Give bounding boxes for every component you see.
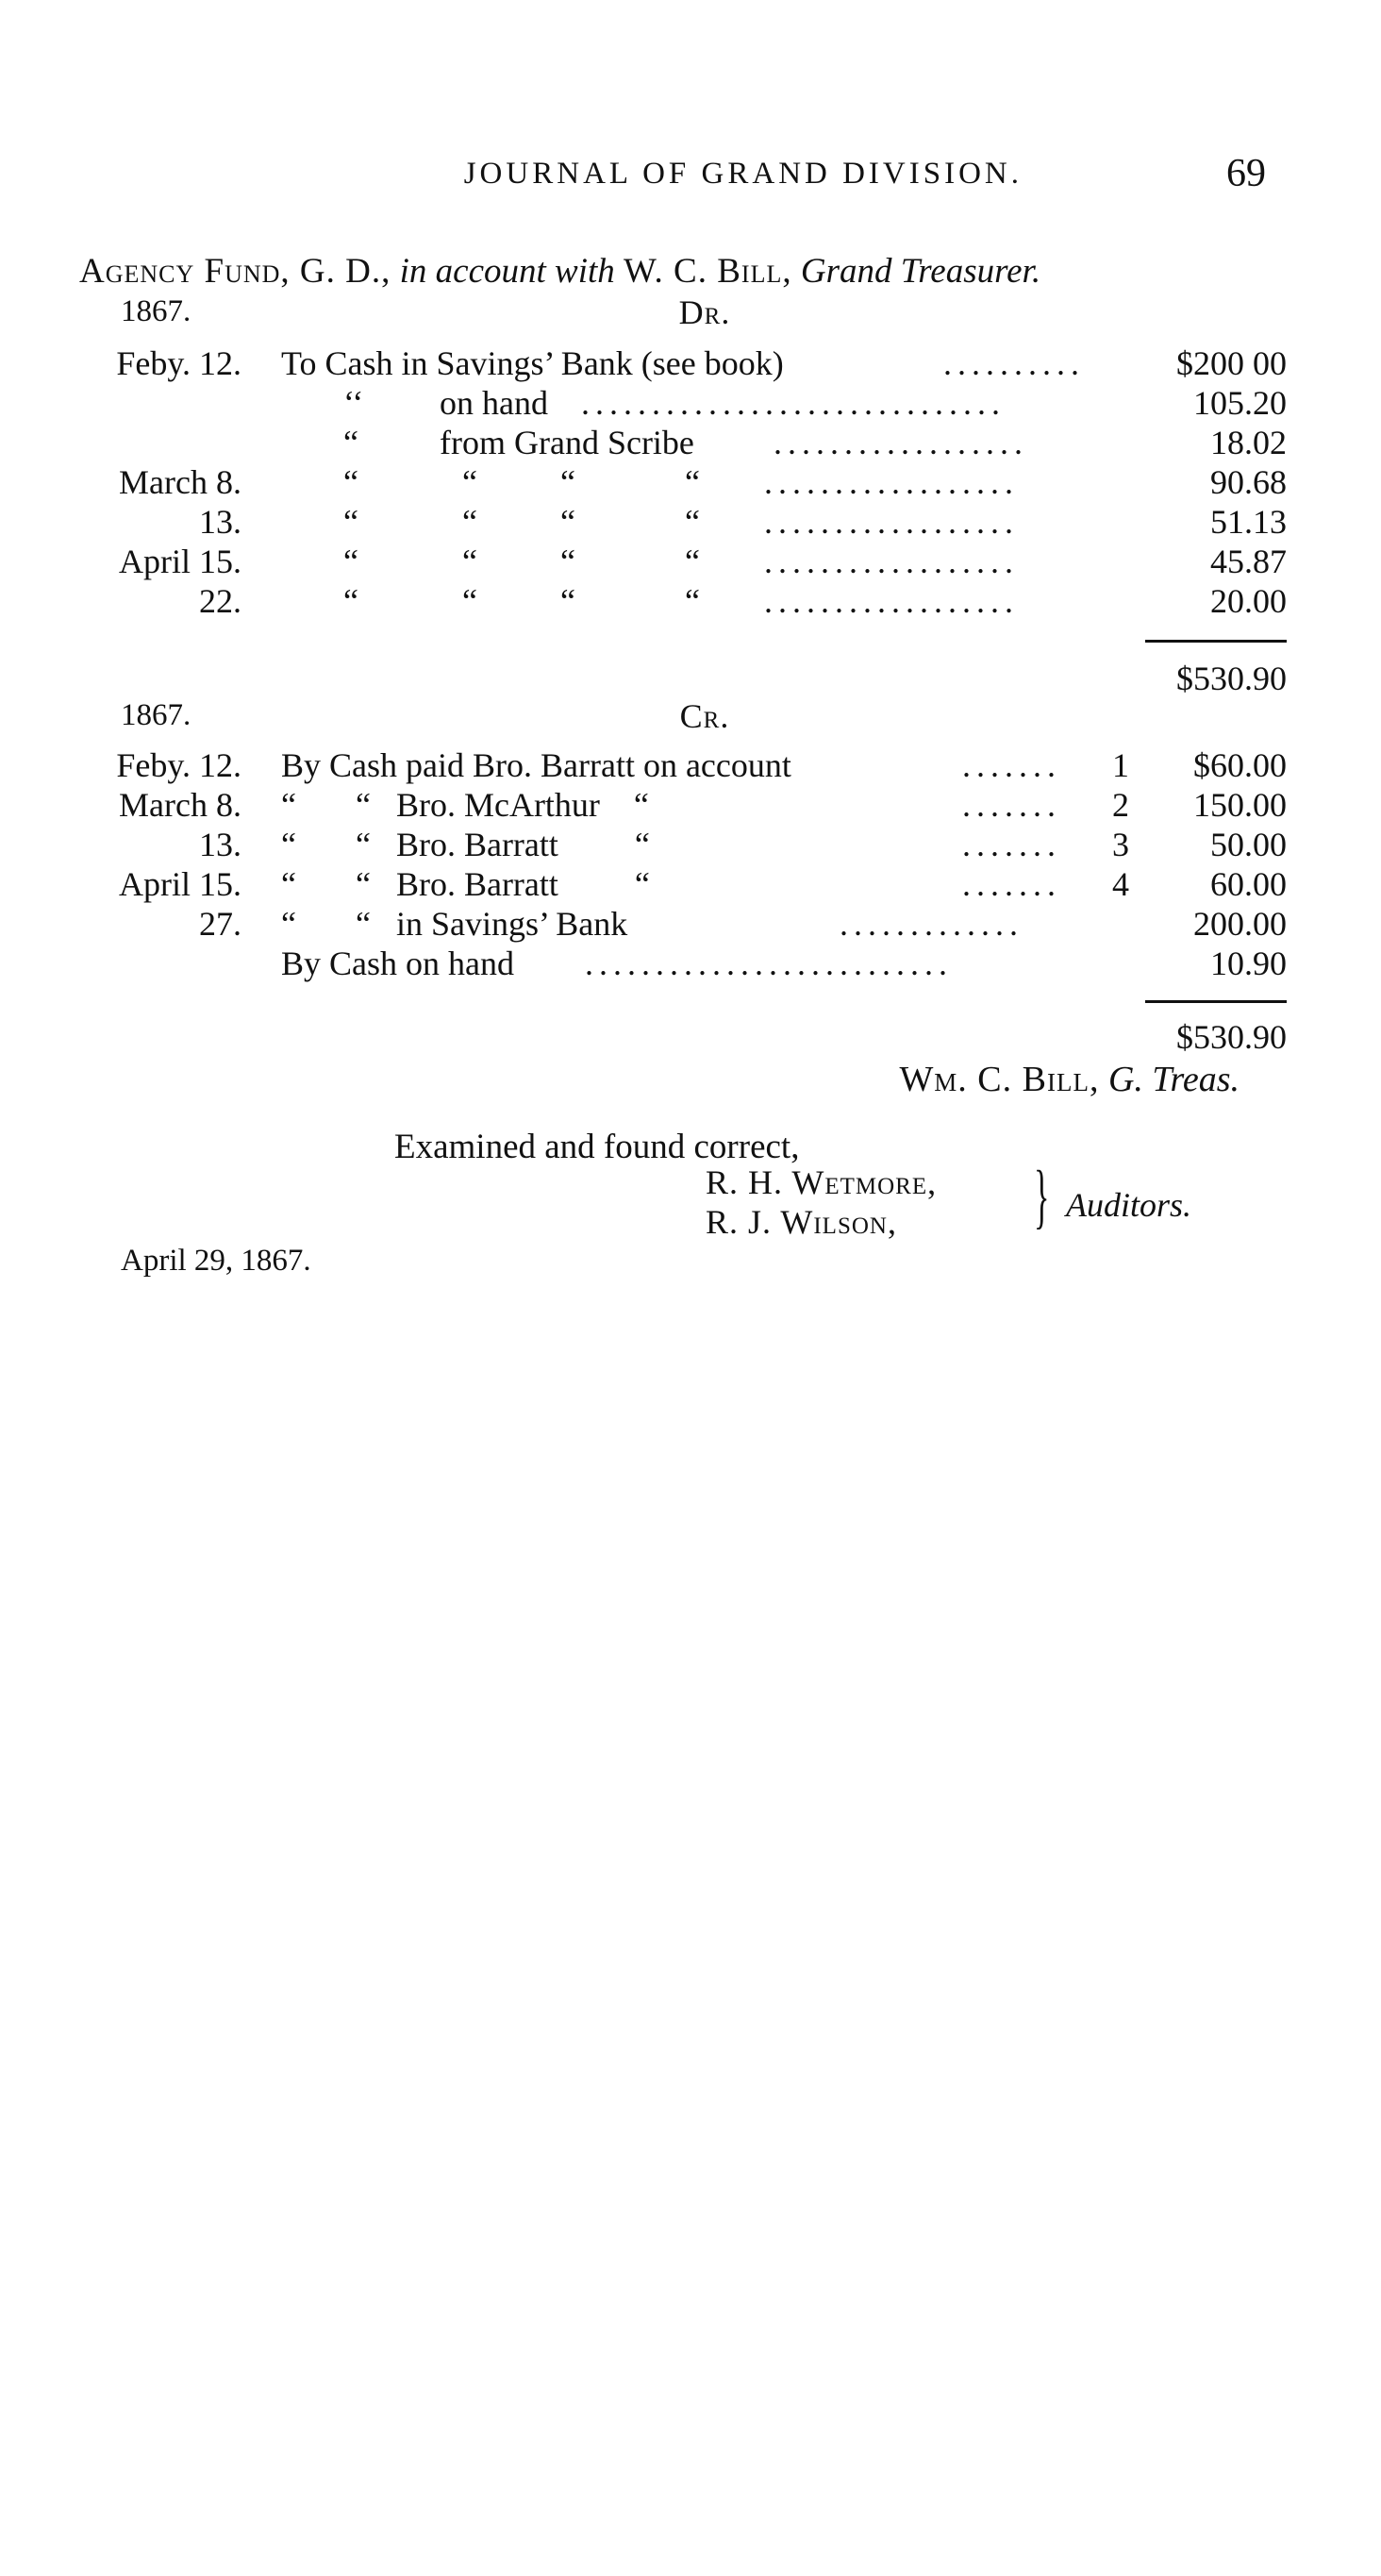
credit-date: Feby. 12.	[116, 746, 241, 784]
debit-total: $530.90	[1176, 660, 1287, 697]
signature-title: G. Treas.	[1107, 1060, 1240, 1099]
ditto-mark: “	[685, 582, 700, 620]
ditto-mark: “	[560, 503, 575, 541]
ditto-mark: “	[560, 543, 575, 580]
credit-description: “ “ Bro. Barratt “	[281, 865, 650, 903]
debit-amount: 18.02	[1210, 424, 1287, 461]
debit-row	[0, 423, 1381, 462]
debit-leader: ..................	[764, 463, 1019, 501]
voucher-number: 2	[1112, 786, 1129, 824]
debit-description: on hand	[440, 384, 548, 422]
credit-description: By Cash on hand	[281, 945, 514, 982]
credit-date: March 8.	[119, 786, 241, 824]
ditto-mark: ‘‘	[343, 384, 364, 422]
debit-leader: ..................	[764, 582, 1019, 620]
debit-amount: 105.20	[1193, 384, 1287, 422]
credit-amount: 60.00	[1210, 865, 1287, 903]
auditors-label: Auditors.	[1066, 1186, 1192, 1224]
debit-amount: 90.68	[1210, 463, 1287, 501]
credit-date: April 15.	[119, 865, 241, 903]
credit-leader: .......	[962, 826, 1061, 863]
debit-leader: ..........	[943, 344, 1085, 382]
ditto-mark: “	[462, 503, 477, 541]
auditor-name: R. H. Wetmore,	[706, 1163, 938, 1201]
debit-amount: 45.87	[1210, 543, 1287, 580]
credit-row	[0, 864, 1381, 904]
credit-row	[0, 904, 1381, 944]
credit-leader: .......	[962, 786, 1061, 824]
credit-description: “ “ Bro. McArthur “	[281, 786, 649, 824]
ditto-mark: “	[343, 463, 358, 501]
ditto-mark: “	[685, 503, 700, 541]
running-head: JOURNAL OF GRAND DIVISION.	[463, 157, 1023, 191]
debit-year: 1867.	[121, 294, 191, 328]
auditor-name: R. J. Wilson,	[706, 1203, 897, 1241]
credit-date: 27.	[199, 905, 241, 943]
ditto-mark: “	[685, 543, 700, 580]
debit-heading: Dr.	[678, 293, 731, 331]
debit-date: 13.	[199, 503, 241, 541]
credit-row	[0, 944, 1381, 983]
debit-amount: 20.00	[1210, 582, 1287, 620]
credit-heading: Cr.	[679, 697, 730, 735]
credit-amount: 10.90	[1210, 945, 1287, 982]
ditto-mark: “	[343, 543, 358, 580]
credit-total: $530.90	[1176, 1018, 1287, 1056]
credit-leader: .......	[962, 746, 1061, 784]
date-line: April 29, 1867.	[121, 1244, 311, 1278]
voucher-number: 4	[1112, 865, 1129, 903]
treasurer-role: Grand Treasurer.	[800, 252, 1041, 291]
debit-leader: ..............................	[581, 384, 1006, 422]
debit-date: 22.	[199, 582, 241, 620]
ditto-mark: “	[560, 582, 575, 620]
credit-leader: .......	[962, 865, 1061, 903]
credit-row	[0, 825, 1381, 864]
debit-row	[0, 581, 1381, 621]
ditto-mark: “	[462, 543, 477, 580]
ditto-mark: “	[560, 463, 575, 501]
debit-description: from Grand Scribe	[440, 424, 694, 461]
page-number: 69	[1226, 152, 1266, 195]
ditto-mark: “	[343, 582, 358, 620]
credit-amount: 150.00	[1193, 786, 1287, 824]
credit-row	[0, 785, 1381, 825]
treasurer-signature	[899, 1059, 1240, 1100]
voucher-number: 3	[1112, 826, 1129, 863]
audit-statement: Examined and found correct,	[394, 1128, 800, 1166]
account-title	[79, 251, 1040, 292]
signature-name: Wm. C. Bill,	[899, 1060, 1100, 1099]
credit-date: 13.	[199, 826, 241, 863]
ditto-mark: “	[462, 582, 477, 620]
debit-date: Feby. 12.	[116, 344, 241, 382]
credit-leader: .............	[840, 905, 1023, 943]
debit-leader: ..................	[774, 424, 1028, 461]
debit-row	[0, 383, 1381, 423]
debit-total-rule	[1145, 640, 1287, 643]
credit-total-rule	[1145, 1000, 1287, 1003]
credit-year: 1867.	[121, 698, 191, 732]
debit-description: To Cash in Savings’ Bank (see book)	[281, 344, 784, 382]
debit-row	[0, 542, 1381, 581]
debit-amount: $200 00	[1176, 344, 1287, 382]
credit-description: By Cash paid Bro. Barratt on account	[281, 746, 791, 784]
debit-leader: ..................	[764, 503, 1019, 541]
ditto-mark: “	[343, 503, 358, 541]
credit-row	[0, 745, 1381, 785]
credit-description: “ “ Bro. Barratt “	[281, 826, 650, 863]
auditor-brace: }	[1034, 1157, 1050, 1236]
voucher-number: 1	[1112, 746, 1129, 784]
account-phrase: in account with	[399, 252, 615, 291]
debit-row	[0, 502, 1381, 542]
credit-amount: 200.00	[1193, 905, 1287, 943]
credit-description: “ “ in Savings’ Bank	[281, 905, 628, 943]
debit-date: March 8.	[119, 463, 241, 501]
credit-leader: ..........................	[585, 945, 953, 982]
credit-amount: $60.00	[1193, 746, 1287, 784]
ditto-mark: “	[685, 463, 700, 501]
debit-amount: 51.13	[1210, 503, 1287, 541]
credit-amount: 50.00	[1210, 826, 1287, 863]
debit-row	[0, 462, 1381, 502]
treasurer-name: W. C. Bill,	[624, 252, 792, 291]
debit-row	[0, 343, 1381, 383]
fund-name: Agency Fund, G. D.,	[79, 252, 391, 291]
debit-leader: ..................	[764, 543, 1019, 580]
debit-date: April 15.	[119, 543, 241, 580]
ditto-mark: “	[343, 424, 358, 461]
ditto-mark: “	[462, 463, 477, 501]
